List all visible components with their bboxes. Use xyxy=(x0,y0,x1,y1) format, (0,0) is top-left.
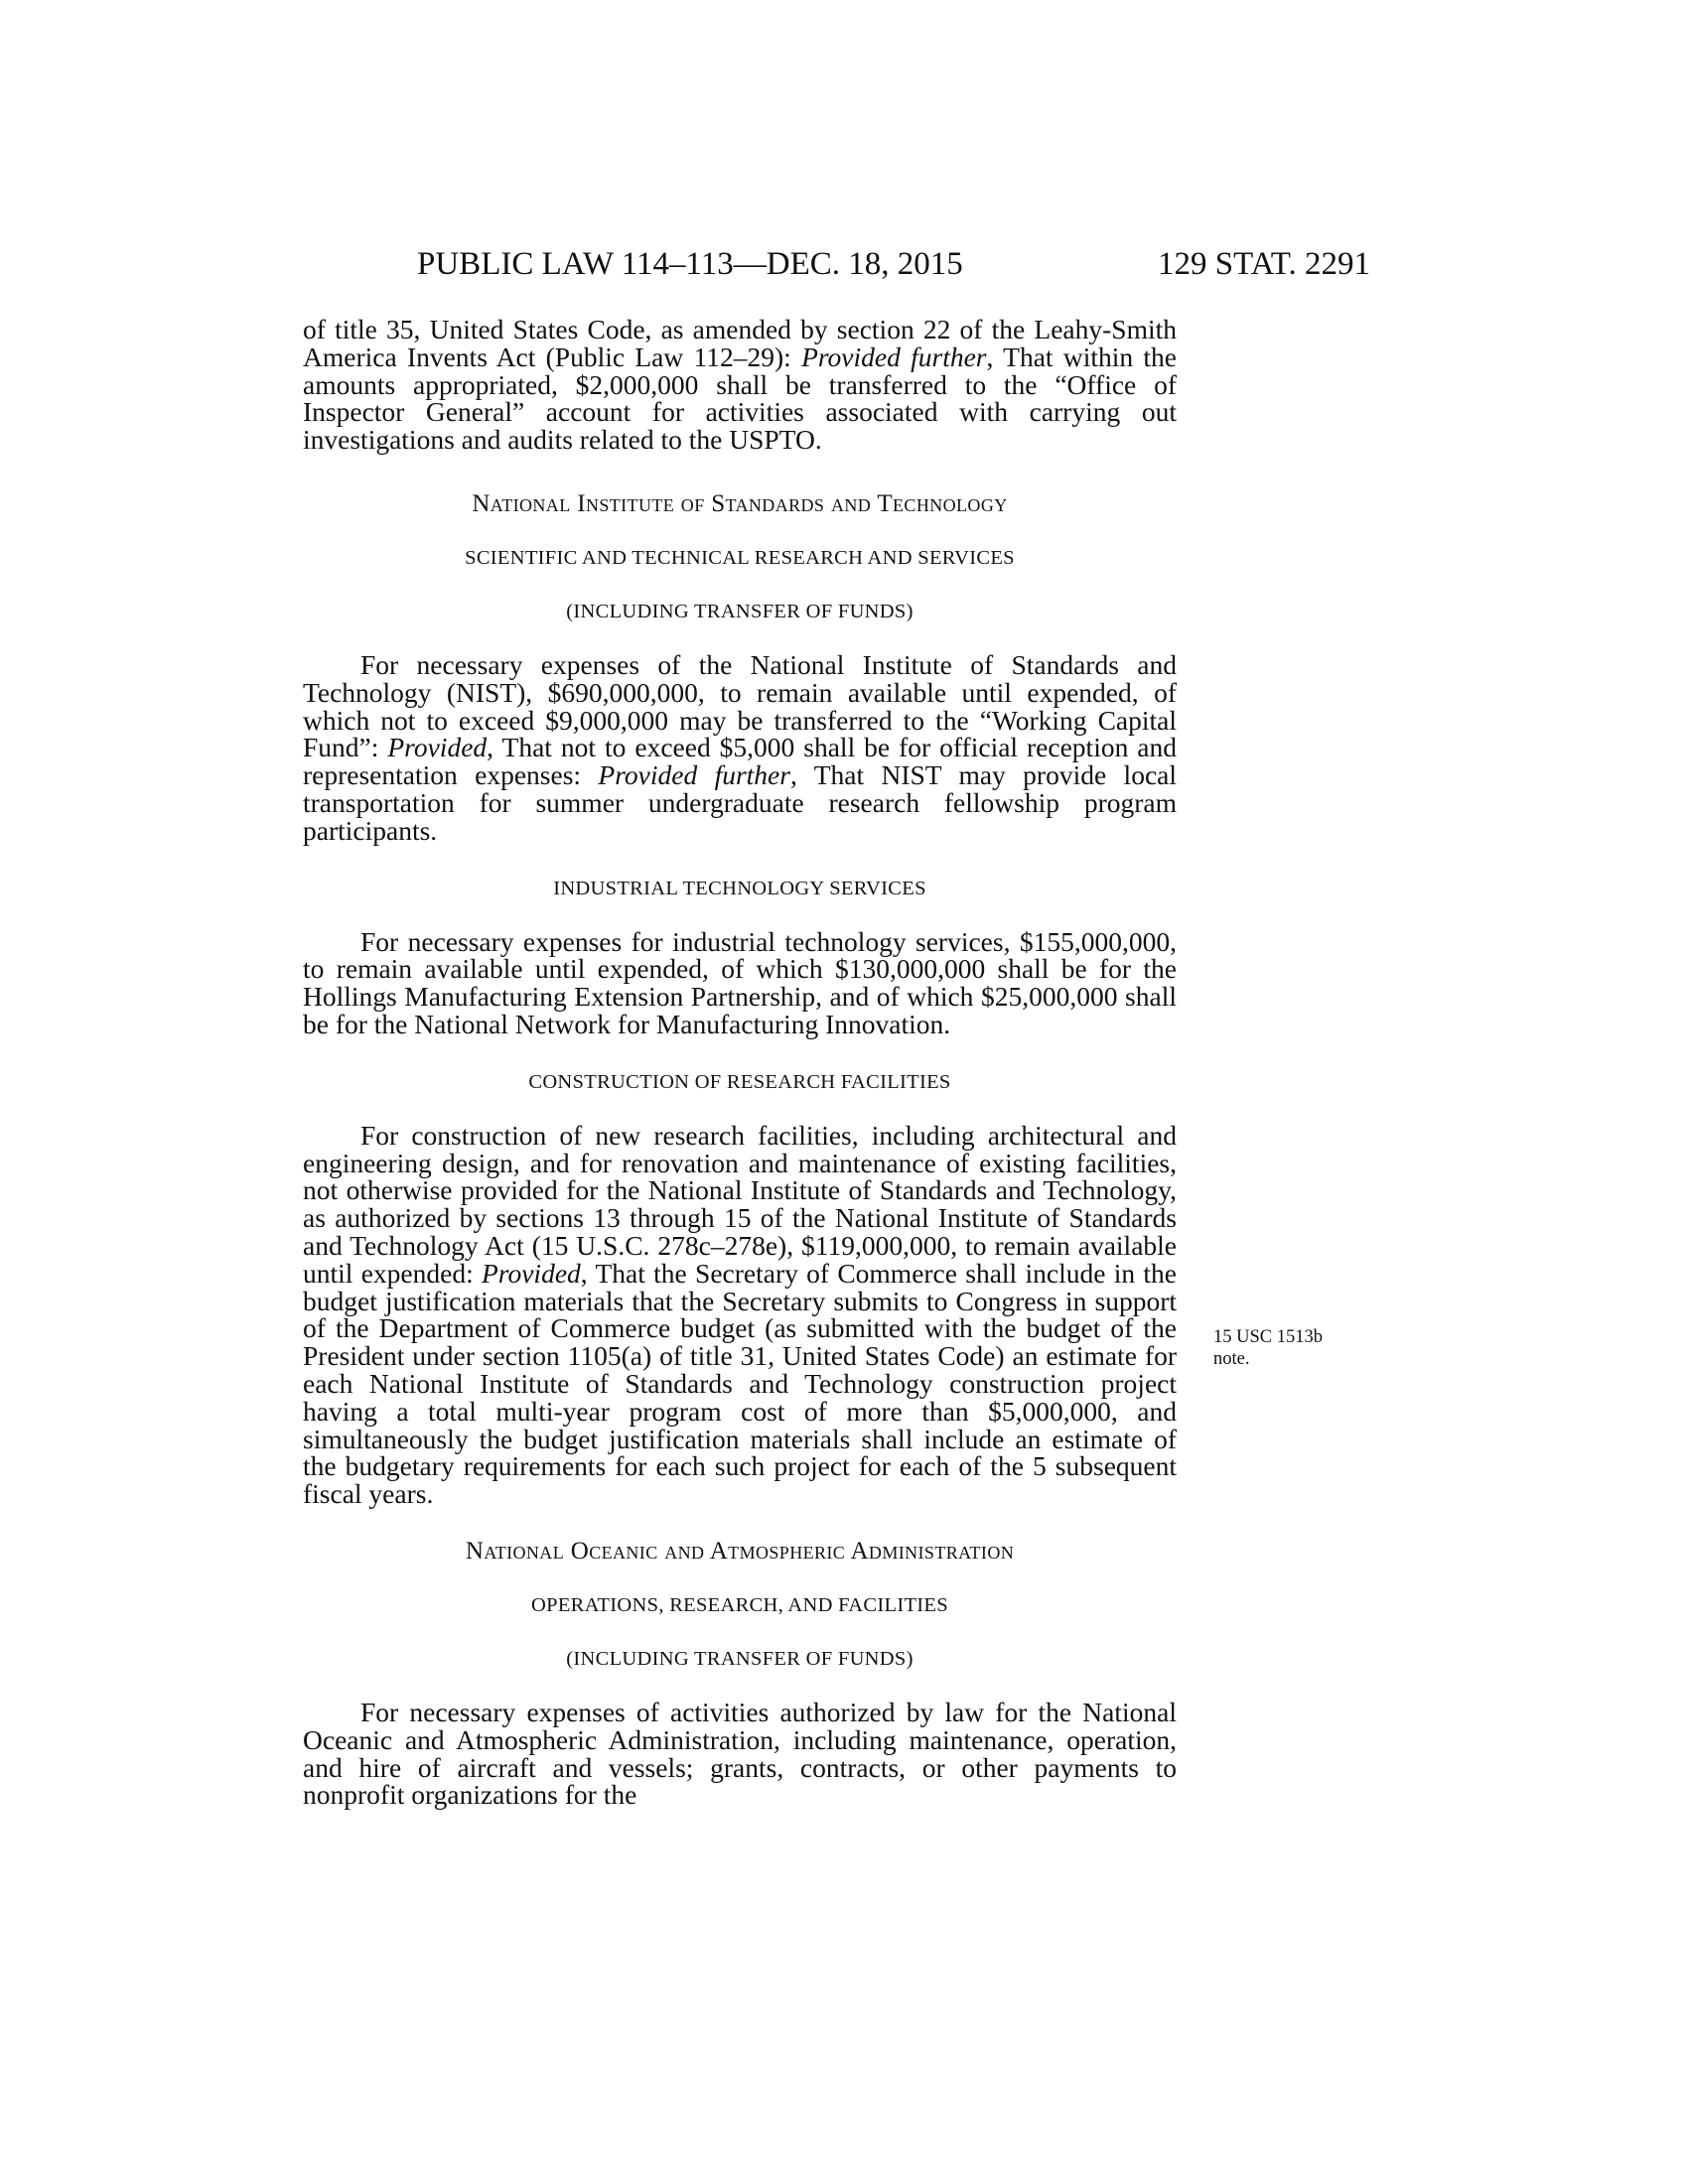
paragraph-its: For necessary expenses for industrial technology services, $155,000,000, to remain available until expended, of which $130,000,000 shall be for the Hollings Manufacturing Extension Partnership, and of which $25,000,000 shall be for the National Network for Manufacturing Innovation. xyxy=(303,925,1177,1039)
italic-run: Provided further xyxy=(801,341,987,372)
agency-heading-nist: National Institute of Standards and Technology xyxy=(472,489,1008,517)
text-run: , That not to exceed $5,000 shall be for official reception and representation expenses: xyxy=(303,732,1178,791)
transfer-note-heading: (INCLUDING TRANSFER OF FUNDS) xyxy=(566,1647,914,1670)
text-run: of title 35, United States Code, as amended by section 22 of the Leahy-Smith America Invents Act (Public Law 112–29): xyxy=(303,314,1177,372)
text-run: , That within the amounts appropriated, $2,000,000 shall be transferred to the “Office of Inspector General” account for activities associated with carrying out investigations and audits related to the USPTO. xyxy=(303,341,1177,456)
page-number: 129 STAT. 2291 xyxy=(1157,246,1370,282)
page-header xyxy=(417,246,1370,286)
account-heading-orf: OPERATIONS, RESEARCH, AND FACILITIES xyxy=(531,1593,948,1616)
italic-run: Provided xyxy=(482,1257,581,1289)
text-run: , That the Secretary of Commerce shall include in the budget justification materials that the Secretary submits to Congress in support of the Department of Commerce budget (as submitted with the budget of the President under section 1105(a) of title 31, United States Code) an estimate for each National Institute of Standards and Technology construction project having a total multi-year program cost of more than $5,000,000, and simultaneously the budget justification materials shall include an estimate of the budgetary requirements for each such project for each of the 5 subsequent fiscal years. xyxy=(303,1257,1177,1510)
italic-run: Provided further xyxy=(598,759,790,791)
agency-heading-noaa: National Oceanic and Atmospheric Administration xyxy=(465,1537,1015,1565)
text-run: , That NIST may provide local transportation for summer undergraduate research fellowship program participants. xyxy=(303,759,1177,846)
account-heading-its: INDUSTRIAL TECHNOLOGY SERVICES xyxy=(553,877,926,899)
running-head-title: PUBLIC LAW 114–113—DEC. 18, 2015 xyxy=(417,246,963,282)
transfer-note-heading: (INCLUDING TRANSFER OF FUNDS) xyxy=(566,600,914,622)
paragraph-strs xyxy=(303,648,1178,846)
italic-run: Provided xyxy=(387,732,488,763)
text-run: For construction of new research facilities, including architectural and engineering design, and for renovation and maintenance of existing facilities, not otherwise provided for the National Institute of Standards and Technology, as authorized by sections 13 through 15 of the National Institute of Standards and Technology Act (15 U.S.C. 278c–278e), $119,000,000, to remain available until expended: xyxy=(303,1119,1177,1289)
paragraph-uspto-continuation xyxy=(303,316,1177,454)
paragraph-crf xyxy=(303,1119,1177,1510)
margin-note xyxy=(1213,1326,1372,1370)
paragraph-orf: For necessary expenses of activities authorized by law for the National Oceanic and Atmospheric Administration, including maintenance, operation, and hire of aircraft and vessels; grants, contracts, or other payments to nonprofit organizations for the xyxy=(303,1696,1177,1811)
text-run: For necessary expenses of the National Institute of Standards and Technology (NIST), $690,000,000, to remain available until expended, of which not to exceed $9,000,000 may be transferred to the “Working Capital Fund”: xyxy=(303,648,1177,763)
margin-note-suffix: note. xyxy=(1213,1349,1250,1369)
margin-note-citation: 15 USC 1513b xyxy=(1213,1327,1323,1347)
account-heading-crf: CONSTRUCTION OF RESEARCH FACILITIES xyxy=(528,1070,951,1093)
account-heading-strs: SCIENTIFIC AND TECHNICAL RESEARCH AND SERVICES xyxy=(465,546,1015,569)
document-body xyxy=(303,316,1177,1809)
